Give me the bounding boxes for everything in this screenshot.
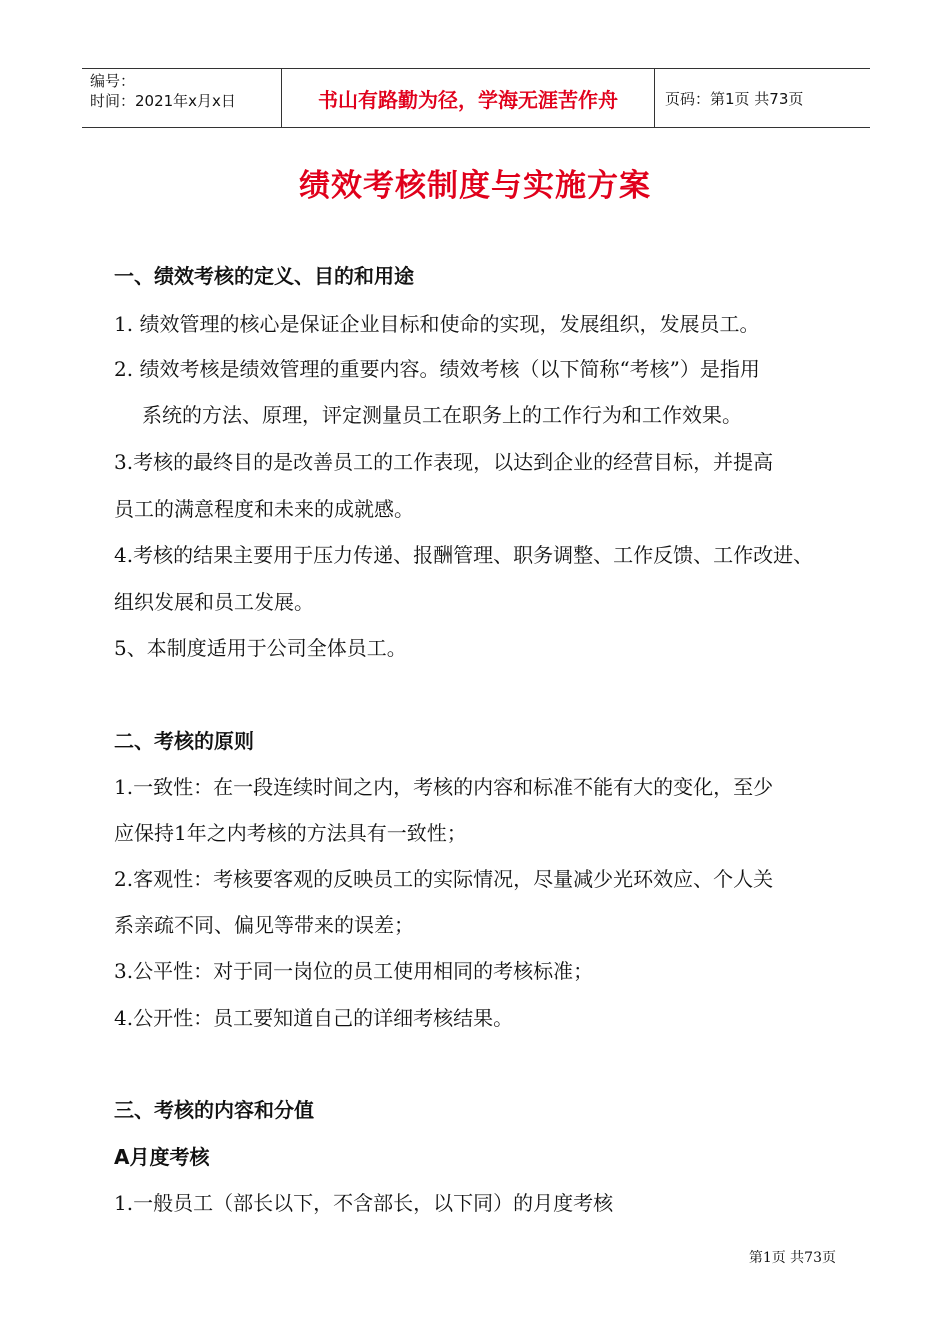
page-info: 页码：第1页 共73页 (665, 89, 804, 108)
paragraph: 1. 绩效管理的核心是保证企业目标和使命的实现，发展组织，发展员工。 (114, 312, 760, 336)
paragraph: 3.公平性：对于同一岗位的员工使用相同的考核标准； (114, 959, 594, 983)
paragraph-continuation: 系亲疏不同、偏见等带来的误差； (114, 913, 414, 937)
paragraph: 2. 绩效考核是绩效管理的重要内容。绩效考核（以下简称“考核”）是指用 (114, 357, 760, 381)
time-label: 时间：2021年x月x日 (90, 92, 236, 110)
number-label: 编号： (90, 72, 136, 90)
paragraph: 1.一般员工（部长以下，不含部长，以下同）的月度考核 (114, 1191, 614, 1215)
header-page-cell (655, 69, 870, 127)
paragraph-continuation: 组织发展和员工发展。 (114, 590, 314, 614)
paragraph: 4.考核的结果主要用于压力传递、报酬管理、职务调整、工作反馈、工作改进、 (114, 543, 814, 567)
paragraph: 3.考核的最终目的是改善员工的工作表现，以达到企业的经营目标，并提高 (114, 450, 774, 474)
section-3-heading: 三、考核的内容和分值 (114, 1098, 314, 1122)
page-footer: 第1页 共73页 (748, 1250, 836, 1266)
header-motto-cell (282, 69, 655, 127)
paragraph: 5、本制度适用于公司全体员工。 (114, 636, 407, 660)
document-header (82, 68, 870, 128)
section-1-heading: 一、绩效考核的定义、目的和用途 (114, 264, 414, 288)
subsection-a-heading: A月度考核 (114, 1145, 210, 1169)
header-meta-cell (82, 69, 282, 127)
motto-text: 书山有路勤为径，学海无涯苦作舟 (318, 87, 618, 112)
paragraph-continuation: 员工的满意程度和未来的成就感。 (114, 497, 414, 521)
paragraph: 2.客观性：考核要客观的反映员工的实际情况，尽量减少光环效应、个人关 (114, 867, 774, 891)
paragraph-continuation: 应保持1年之内考核的方法具有一致性； (114, 821, 467, 845)
paragraph: 1.一致性：在一段连续时间之内，考核的内容和标准不能有大的变化，至少 (114, 775, 774, 799)
document-title: 绩效考核制度与实施方案 (299, 168, 651, 204)
section-2-heading: 二、考核的原则 (114, 729, 254, 753)
paragraph-continuation: 系统的方法、原理，评定测量员工在职务上的工作行为和工作效果。 (142, 403, 742, 427)
paragraph: 4.公开性：员工要知道自己的详细考核结果。 (114, 1006, 514, 1030)
